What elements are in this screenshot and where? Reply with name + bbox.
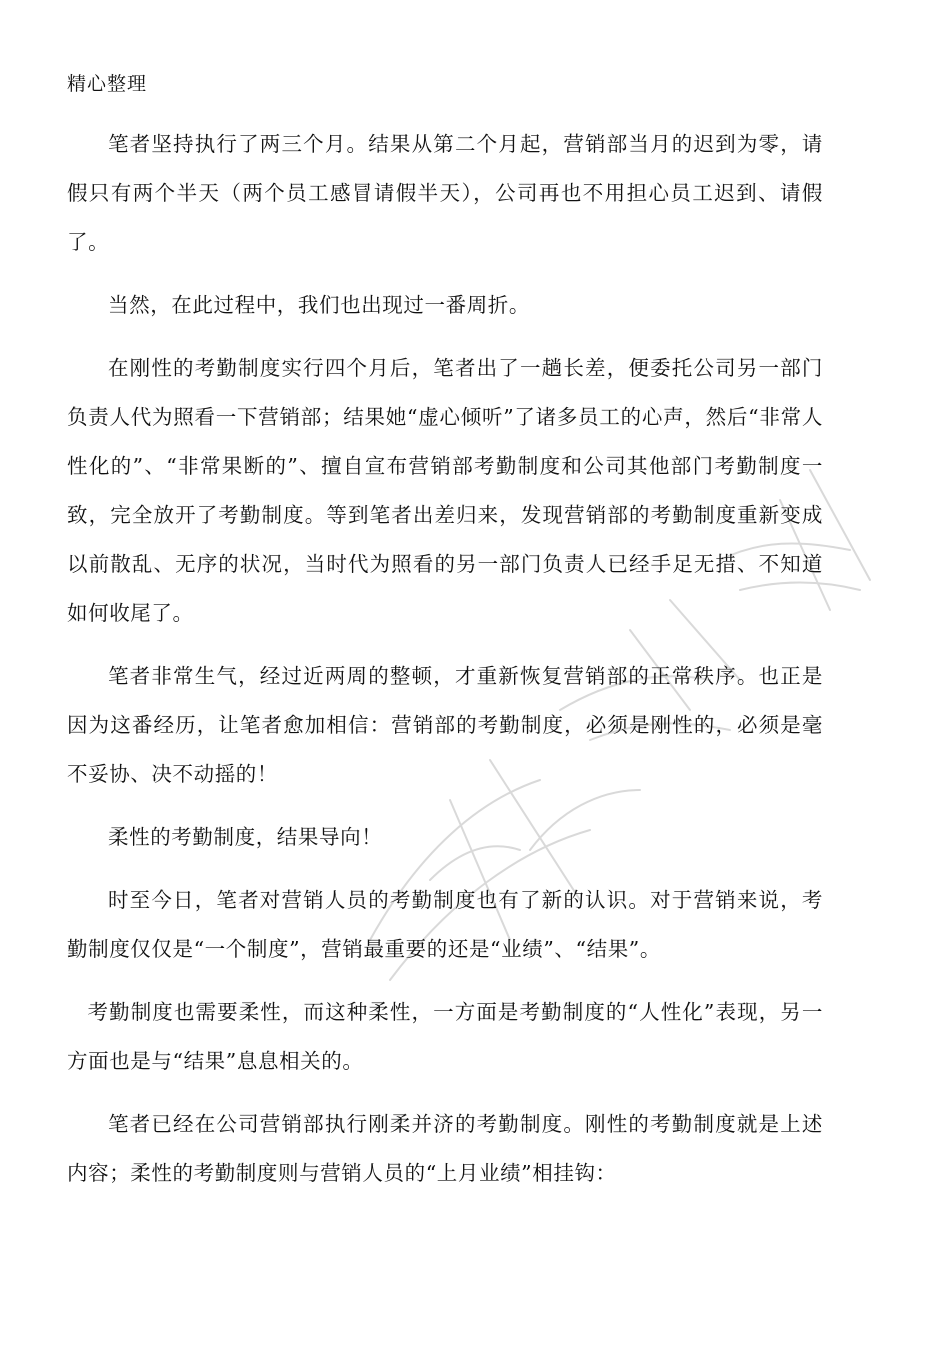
paragraph-1: 笔者坚持执行了两三个月。结果从第二个月起，营销部当月的迟到为零，请假只有两个半天（两个员工感冒请假半天），公司再也不用担心员工迟到、请假了。 xyxy=(67,132,823,254)
paragraph-3: 在刚性的考勤制度实行四个月后，笔者出了一趟长差，便委托公司另一部门负责人代为照看一下营销部；结果她“虚心倾听”了诸多员工的心声，然后“非常人性化的”、“非常果断的”、擅自宣布营销部考勤制度和公司其他部门考勤制度一致，完全放开了考勤制度。等到笔者出差归来，发现营销部的考勤制度重新变成以前散乱、无序的状况，当时代为照看的另一部门负责人已经手足无措、不知道如何收尾了。 xyxy=(67,356,823,625)
paragraph-4: 笔者非常生气，经过近两周的整顿，才重新恢复营销部的正常秩序。也正是因为这番经历，让笔者愈加相信：营销部的考勤制度，必须是刚性的，必须是毫不妥协、决不动摇的！ xyxy=(67,664,823,786)
paragraph-6: 时至今日，笔者对营销人员的考勤制度也有了新的认识。对于营销来说，考勤制度仅仅是“一个制度”，营销最重要的还是“业绩”、“结果”。 xyxy=(67,888,823,961)
paragraph-8: 笔者已经在公司营销部执行刚柔并济的考勤制度。刚性的考勤制度就是上述内容；柔性的考勤制度则与营销人员的“上月业绩”相挂钩： xyxy=(67,1112,823,1185)
paragraph-7: 考勤制度也需要柔性，而这种柔性，一方面是考勤制度的“人性化”表现，另一方面也是与“结果”息息相关的。 xyxy=(67,1000,823,1073)
paragraph-2: 当然，在此过程中，我们也出现过一番周折。 xyxy=(108,293,530,317)
paragraph-5-subheading: 柔性的考勤制度，结果导向！ xyxy=(108,825,383,849)
page-header: 精心整理 xyxy=(67,73,148,95)
document-body xyxy=(67,120,823,1198)
